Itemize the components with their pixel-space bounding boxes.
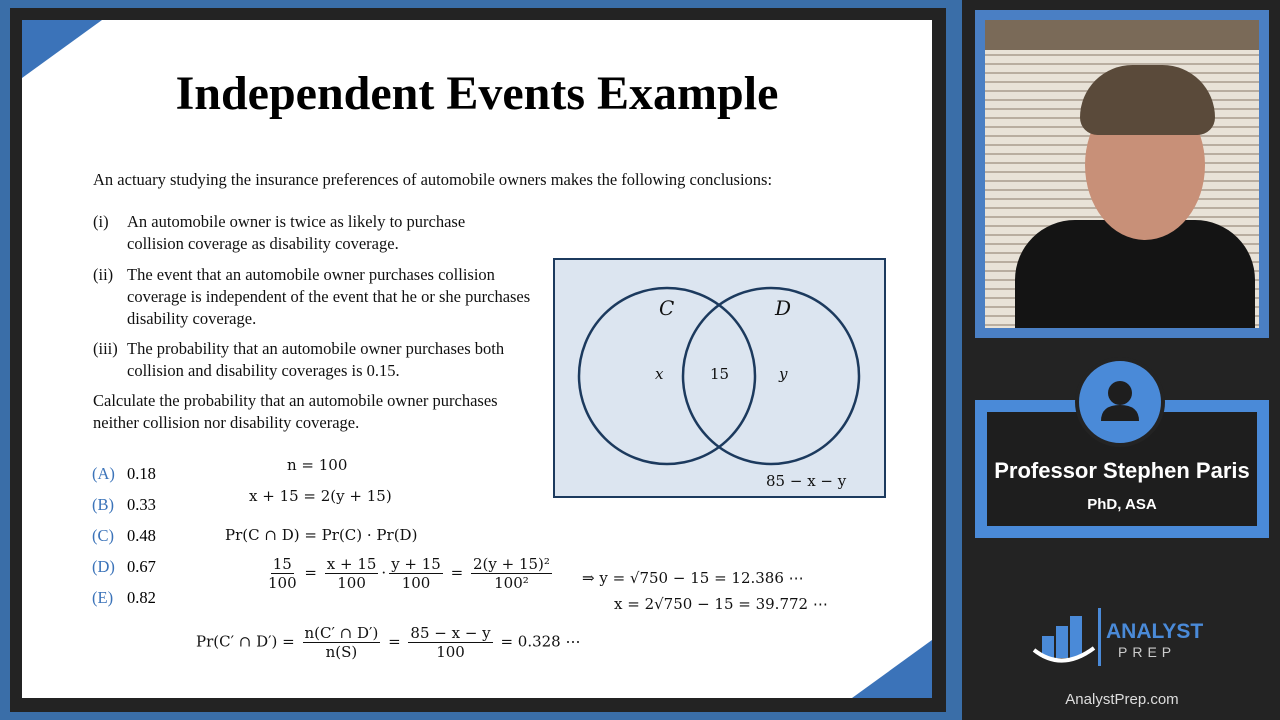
x-solution: x = 2√750 − 15 = 39.772 ⋯ [614, 595, 828, 613]
webcam-frame [975, 10, 1269, 338]
bar-chart-icon [1032, 606, 1102, 668]
intro-text: An actuary studying the insurance preferences of automobile owners makes the following conclusions: [93, 170, 773, 189]
region-both: 15 [710, 365, 730, 383]
analystprep-logo: ANALYST PREP [1032, 606, 1202, 668]
person-icon [1079, 361, 1161, 443]
option-a: (A) 0.18 [92, 464, 156, 483]
y-solution: ⇒ y = √750 − 15 = 12.386 ⋯ [582, 569, 804, 587]
venn-diagram [553, 258, 886, 498]
webcam-video [985, 20, 1259, 328]
slide: Independent Events Example An actuary studying the insurance preferences of automobile owners makes the following conclusions: (i) An automobile owner is twice as likely to purchase collision coverage as disability coverage. (ii) The event that an automobile owner purchases collision coverage is independent of the event that he or she purchases disability coverage. (iii) The probability that an automobile owner purchases both collision and disability coverages is 0.15. Calculate the probability that an automobile owner purchases neither collision nor disability coverage. (A) 0.18 (B) 0.33 (C) 0.48 (D) 0.67 (E) 0.82 C D x 15 y 85 − x − y n = 100 x + 15 = 2(y + 15) Pr(C ∩ D) = Pr(C) · Pr(D) $\frac{15}{100}$ = $\frac{x + 15}{100}$ · $\frac{y + 15}{100}$ = $\frac{\text{2(y + 15)²}}{\text{100²}}$ ⇒ y = √750 − 15 = 12.386 ⋯ x = 2√750 − 15 = 39.772 ⋯ Pr(C′ ∩ D′) = $\frac{n(C' \cap D')}{n(S)}$ = $\frac{85 - x - y}{100}$ = 0.328 ⋯ [22, 20, 932, 698]
label-c: C [659, 296, 675, 320]
region-x: x [655, 365, 664, 383]
slide-title: Independent Events Example [175, 67, 779, 120]
option-d: (D) 0.67 [92, 557, 156, 576]
corner-decoration [852, 640, 932, 698]
avatar [1075, 357, 1165, 447]
website-link[interactable]: AnalystPrep.com [1065, 691, 1179, 708]
presenter-credentials: PhD, ASA [1087, 496, 1157, 513]
presenter-name: Professor Stephen Paris [994, 458, 1250, 483]
presenter-hair [1080, 65, 1215, 135]
equation-n: n = 100 [287, 456, 348, 474]
final-equation: Pr(C′ ∩ D′) = $\frac{n(C' \cap D')}{n(S)}$ = $\frac{85 - x - y}{100}$ = 0.328 ⋯ [196, 624, 581, 661]
question-text: Calculate the probability that an automobile owner purchases neither collision nor disability coverage. [93, 391, 498, 432]
option-e: (E) 0.82 [92, 588, 156, 607]
label-d: D [775, 296, 792, 320]
equation-ratio: x + 15 = 2(y + 15) [249, 487, 392, 505]
region-outside: 85 − x − y [766, 472, 847, 490]
option-c: (C) 0.48 [92, 526, 156, 545]
equation-fractions: $\frac{15}{100}$ = $\frac{x + 15}{100}$ · $\frac{y + 15}{100}$ = $\frac{\text{2(y + 15)²}}{\text{100²}}$ [268, 555, 550, 592]
region-y: y [779, 365, 788, 383]
option-b: (B) 0.33 [92, 495, 156, 514]
equation-independence: Pr(C ∩ D) = Pr(C) · Pr(D) [225, 526, 418, 544]
